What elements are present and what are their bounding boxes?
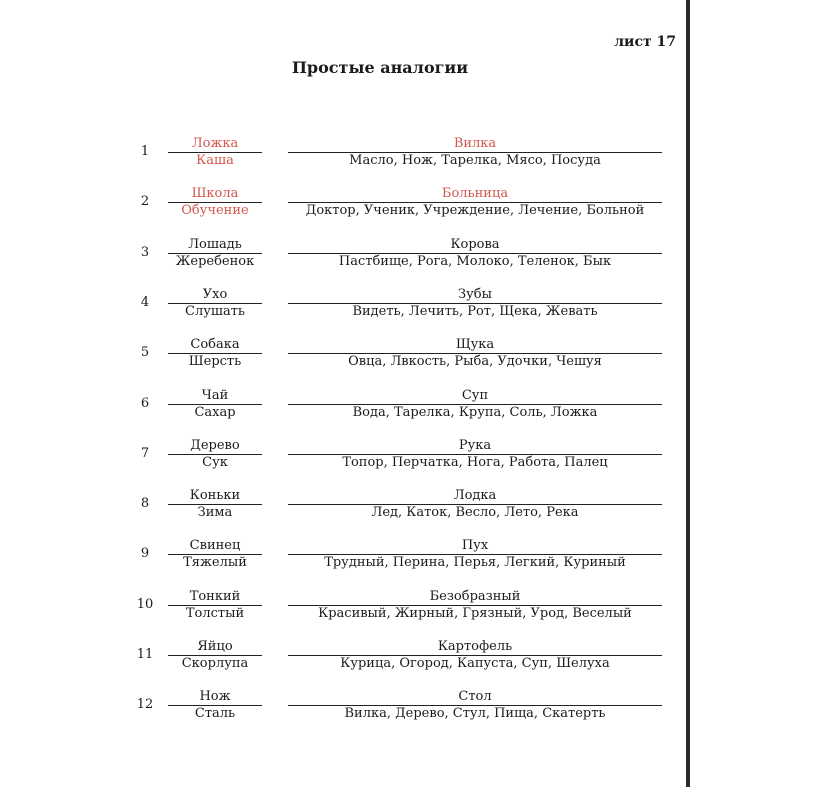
row-number: 2	[140, 194, 150, 210]
answer-options: Видеть, Лечить, Рот, Щека, Жевать	[352, 303, 598, 319]
example-pair	[168, 388, 262, 422]
row-number: 7	[140, 445, 150, 461]
row-number: 12	[136, 697, 154, 713]
example-pair	[168, 136, 262, 170]
task-block	[288, 337, 662, 371]
example-pair	[168, 237, 262, 271]
pair-second-word: Толстый	[185, 605, 245, 621]
target-word: Стол	[458, 689, 492, 705]
pair-first-word: Свинец	[189, 538, 241, 554]
answer-options: Овца, Лвкость, Рыба, Удочки, Чешуя	[348, 354, 602, 370]
analogy-row	[0, 136, 686, 170]
analogy-row	[0, 589, 686, 623]
row-number: 3	[140, 244, 150, 260]
pair-first-word: Тонкий	[189, 588, 241, 604]
pair-first-word: Ухо	[202, 286, 228, 302]
row-number: 6	[140, 395, 150, 411]
target-word: Зубы	[458, 286, 492, 302]
answer-options: Вода, Тарелка, Крупа, Соль, Ложка	[352, 404, 598, 420]
analogy-row	[0, 337, 686, 371]
task-block	[288, 186, 662, 220]
analogy-row	[0, 186, 686, 220]
task-block	[288, 689, 662, 723]
task-block	[288, 287, 662, 321]
target-word: Щука	[455, 337, 495, 353]
task-block	[288, 237, 662, 271]
task-block	[288, 438, 662, 472]
pair-first-word: Дерево	[190, 437, 240, 453]
target-word: Пух	[461, 538, 489, 554]
example-pair	[168, 287, 262, 321]
example-pair	[168, 589, 262, 623]
row-number: 9	[140, 546, 150, 562]
pair-first-word: Школа	[191, 186, 239, 202]
example-pair	[168, 538, 262, 572]
pair-first-word: Яйцо	[197, 639, 233, 654]
page-edge	[686, 0, 690, 787]
task-block	[288, 589, 662, 623]
answer-options: Красивый, Жирный, Грязный, Урод, Веселый	[318, 605, 632, 621]
example-pair	[168, 689, 262, 723]
pair-second-word: Зима	[197, 505, 233, 521]
row-number: 4	[140, 294, 150, 310]
pair-second-word: Жеребенок	[175, 253, 255, 269]
target-word: Суп	[461, 387, 489, 403]
analogy-row	[0, 388, 686, 422]
pair-second-word: Обучение	[181, 203, 249, 219]
target-word: Корова	[450, 236, 500, 252]
target-word: Вилка	[453, 136, 497, 151]
pair-first-word: Лошадь	[188, 236, 242, 252]
answer-options: Масло, Нож, Тарелка, Мясо, Посуда	[349, 153, 601, 168]
row-number: 1	[140, 144, 150, 159]
task-block	[288, 538, 662, 572]
pair-first-word: Чай	[201, 387, 229, 403]
pair-second-word: Сук	[202, 454, 228, 470]
task-block	[288, 639, 662, 673]
example-pair	[168, 639, 262, 673]
pair-second-word: Сталь	[194, 706, 236, 722]
row-number: 8	[140, 496, 150, 512]
pair-second-word: Тяжелый	[183, 555, 247, 571]
row-number: 10	[136, 596, 154, 612]
target-word: Лодка	[453, 488, 497, 504]
task-block	[288, 488, 662, 522]
answer-options: Лед, Каток, Весло, Лето, Река	[371, 505, 579, 521]
answer-options: Топор, Перчатка, Нога, Работа, Палец	[342, 454, 608, 470]
example-pair	[168, 186, 262, 220]
analogy-row	[0, 689, 686, 723]
example-pair	[168, 337, 262, 371]
pair-second-word: Сахар	[194, 404, 236, 420]
task-block	[288, 136, 662, 170]
analogy-row	[0, 639, 686, 673]
row-number: 11	[136, 647, 154, 662]
pair-first-word: Ложка	[191, 136, 239, 151]
analogy-row	[0, 287, 686, 321]
target-word: Безобразный	[429, 588, 521, 604]
example-pair	[168, 438, 262, 472]
answer-options: Трудный, Перина, Перья, Легкий, Куриный	[324, 555, 626, 571]
pair-first-word: Собака	[190, 337, 240, 353]
pair-first-word: Коньки	[189, 488, 241, 504]
pair-second-word: Шерсть	[188, 354, 242, 370]
pair-first-word: Нож	[199, 689, 231, 705]
row-number: 5	[140, 345, 150, 361]
answer-options: Вилка, Дерево, Стул, Пища, Скатерть	[344, 706, 606, 722]
target-word: Рука	[458, 437, 492, 453]
page-title: Простые аналогии	[291, 58, 469, 77]
example-pair	[168, 488, 262, 522]
analogy-row	[0, 237, 686, 271]
target-word: Картофель	[437, 639, 513, 654]
target-word: Больница	[441, 186, 509, 202]
answer-options: Пастбище, Рога, Молоко, Теленок, Бык	[338, 253, 612, 269]
pair-second-word: Каша	[196, 153, 234, 168]
pair-second-word: Слушать	[185, 303, 245, 319]
analogy-row	[0, 488, 686, 522]
analogy-row	[0, 538, 686, 572]
sheet-number: лист 17	[614, 34, 676, 50]
task-block	[288, 388, 662, 422]
analogy-row	[0, 438, 686, 472]
answer-options: Курица, Огород, Капуста, Суп, Шелуха	[340, 656, 610, 671]
answer-options: Доктор, Ученик, Учреждение, Лечение, Больной	[305, 203, 645, 219]
pair-second-word: Скорлупа	[181, 656, 249, 671]
